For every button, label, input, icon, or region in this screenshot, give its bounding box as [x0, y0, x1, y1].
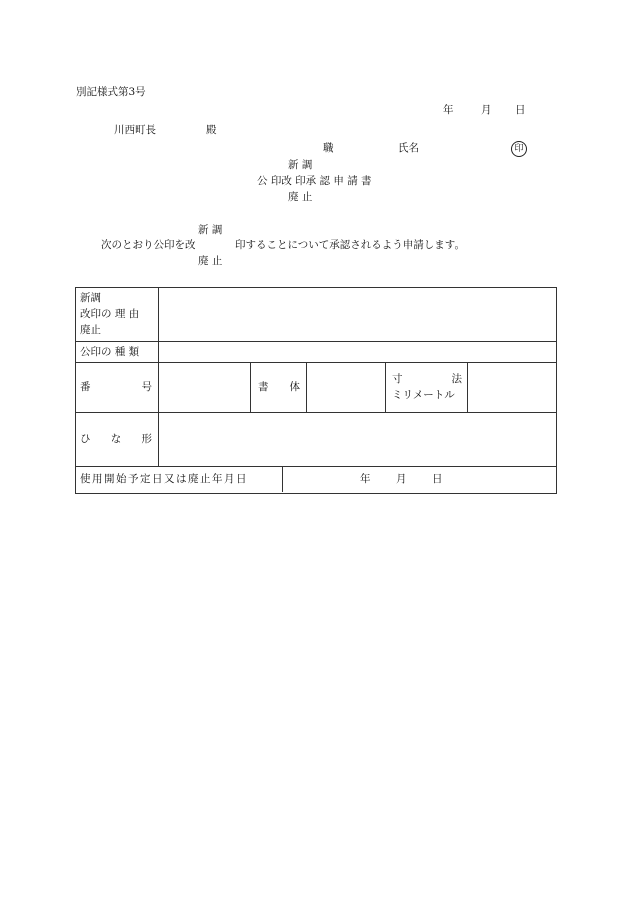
- size-label-part: 寸: [392, 373, 403, 385]
- honorific: 殿: [206, 124, 217, 136]
- date-year-label: 年: [443, 104, 454, 116]
- date-month-label: 月: [481, 104, 492, 116]
- reason-field[interactable]: [162, 291, 550, 337]
- reason-label-line2: 改印の 理 由: [80, 308, 140, 320]
- column-divider: [467, 362, 468, 412]
- column-divider: [158, 287, 159, 466]
- page-title: 公 印改 印承 認 申 請 書: [257, 175, 372, 187]
- column-divider: [250, 362, 251, 412]
- form-number: 別記様式第3号: [76, 86, 146, 98]
- seal-type-label: 公印の 種 類: [80, 346, 140, 358]
- row-divider: [75, 362, 556, 363]
- position-label: 職: [323, 142, 334, 154]
- seal-mark: 印: [511, 141, 527, 157]
- body-lead: 次のとおり公印を改: [101, 239, 196, 251]
- reason-label-line1: 新調: [80, 292, 101, 304]
- body-option-abolish: 廃 止: [198, 255, 223, 267]
- addressee: 川西町長: [114, 124, 156, 136]
- sample-label-part: ひ: [80, 433, 91, 445]
- sample-label: [80, 434, 152, 445]
- start-date-month: 月: [396, 473, 407, 485]
- font-label: [258, 382, 300, 393]
- number-label: [80, 382, 152, 393]
- font-label-part: 書: [258, 381, 269, 393]
- sample-label-part: 形: [141, 433, 152, 445]
- column-divider: [385, 362, 386, 412]
- row-divider: [75, 412, 556, 413]
- sample-impression-area[interactable]: [162, 415, 550, 463]
- reason-label-line3: 廃止: [80, 324, 101, 336]
- font-label-part: 体: [289, 381, 300, 393]
- column-divider: [306, 362, 307, 412]
- font-field[interactable]: [310, 365, 382, 409]
- size-label: [392, 374, 462, 385]
- size-unit: ミリメートル: [392, 389, 455, 401]
- title-option-new: 新 調: [288, 159, 313, 171]
- size-field[interactable]: [471, 365, 551, 409]
- row-divider: [75, 341, 556, 342]
- start-date-label: 使用開始予定日又は廃止年月日: [80, 473, 248, 485]
- body-option-new: 新 調: [198, 224, 223, 236]
- number-label-part: 号: [141, 381, 152, 393]
- start-date-day: 日: [432, 473, 443, 485]
- size-label-part: 法: [451, 373, 462, 385]
- number-label-part: 番: [80, 381, 91, 393]
- body-rest: 印することについて承認されるよう申請します。: [235, 239, 465, 251]
- row-divider: [75, 466, 556, 467]
- column-divider: [282, 466, 283, 492]
- number-field[interactable]: [162, 365, 246, 409]
- name-label: 氏名: [398, 142, 419, 154]
- title-option-abolish: 廃 止: [288, 191, 313, 203]
- sample-label-part: な: [110, 433, 122, 445]
- start-date-year: 年: [360, 473, 371, 485]
- date-day-label: 日: [515, 104, 526, 116]
- seal-type-field[interactable]: [162, 344, 550, 360]
